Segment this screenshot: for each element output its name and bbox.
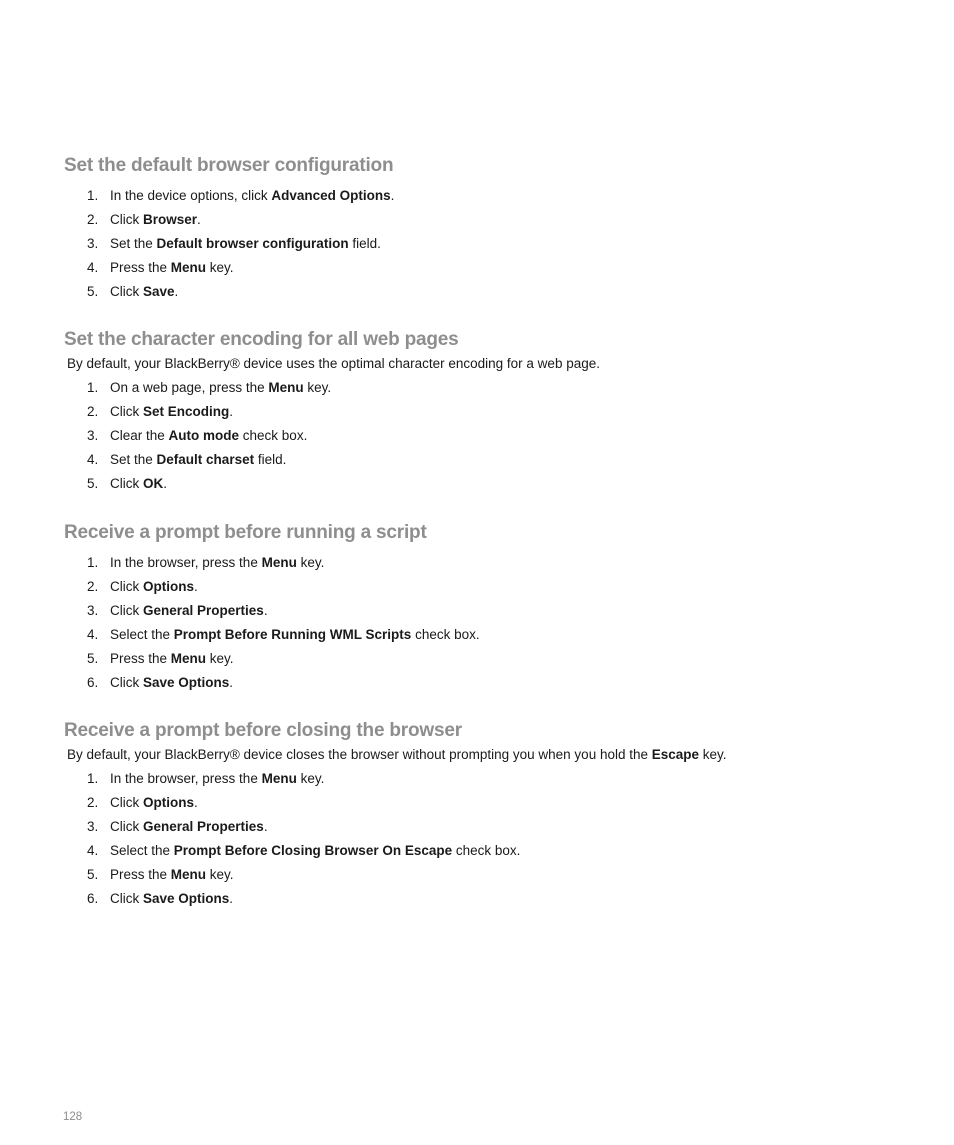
section-character-encoding xyxy=(64,328,904,496)
section-intro: By default, your BlackBerry® device closes the browser without prompting you when you hold the Escape key. xyxy=(67,747,727,762)
section-prompt-closing-browser xyxy=(64,719,904,911)
list-item: 3. Set the Default browser configuration field. xyxy=(87,236,381,251)
list-item: 6. Click Save Options. xyxy=(87,891,234,906)
section-prompt-running-script xyxy=(64,521,904,695)
list-item: 4. Select the Prompt Before Running WML Scripts check box. xyxy=(87,627,480,642)
list-item: 2. Click Set Encoding. xyxy=(87,404,234,419)
section-heading: Set the default browser configuration xyxy=(64,155,394,176)
steps-list xyxy=(64,551,904,695)
list-item: 2. Click Options. xyxy=(87,579,198,594)
list-item: 3. Click General Properties. xyxy=(87,819,268,834)
section-intro: By default, your BlackBerry® device uses the optimal character encoding for a web page. xyxy=(67,356,600,371)
list-item: 4. Select the Prompt Before Closing Browser On Escape check box. xyxy=(87,843,521,858)
list-item: 5. Click OK. xyxy=(87,476,168,491)
section-heading: Set the character encoding for all web pages xyxy=(64,329,459,350)
steps-list xyxy=(64,184,904,304)
section-heading: Receive a prompt before running a script xyxy=(64,522,427,543)
list-item: 6. Click Save Options. xyxy=(87,675,234,690)
page-number: 128 xyxy=(63,1111,83,1123)
list-item: 1. On a web page, press the Menu key. xyxy=(87,380,332,395)
section-heading: Receive a prompt before closing the browser xyxy=(64,720,462,741)
list-item: 2. Click Browser. xyxy=(87,212,201,227)
list-item: 1. In the browser, press the Menu key. xyxy=(87,555,325,570)
list-item: 2. Click Options. xyxy=(87,795,198,810)
section-default-browser-configuration xyxy=(64,154,904,304)
list-item: 5. Press the Menu key. xyxy=(87,651,234,666)
list-item: 5. Click Save. xyxy=(87,284,179,299)
steps-list xyxy=(64,376,904,496)
list-item: 4. Press the Menu key. xyxy=(87,260,234,275)
list-item: 3. Clear the Auto mode check box. xyxy=(87,428,308,443)
list-item: 3. Click General Properties. xyxy=(87,603,268,618)
list-item: 1. In the device options, click Advanced Options. xyxy=(87,188,395,203)
steps-list xyxy=(64,767,904,911)
list-item: 1. In the browser, press the Menu key. xyxy=(87,771,325,786)
list-item: 4. Set the Default charset field. xyxy=(87,452,287,467)
list-item: 5. Press the Menu key. xyxy=(87,867,234,882)
